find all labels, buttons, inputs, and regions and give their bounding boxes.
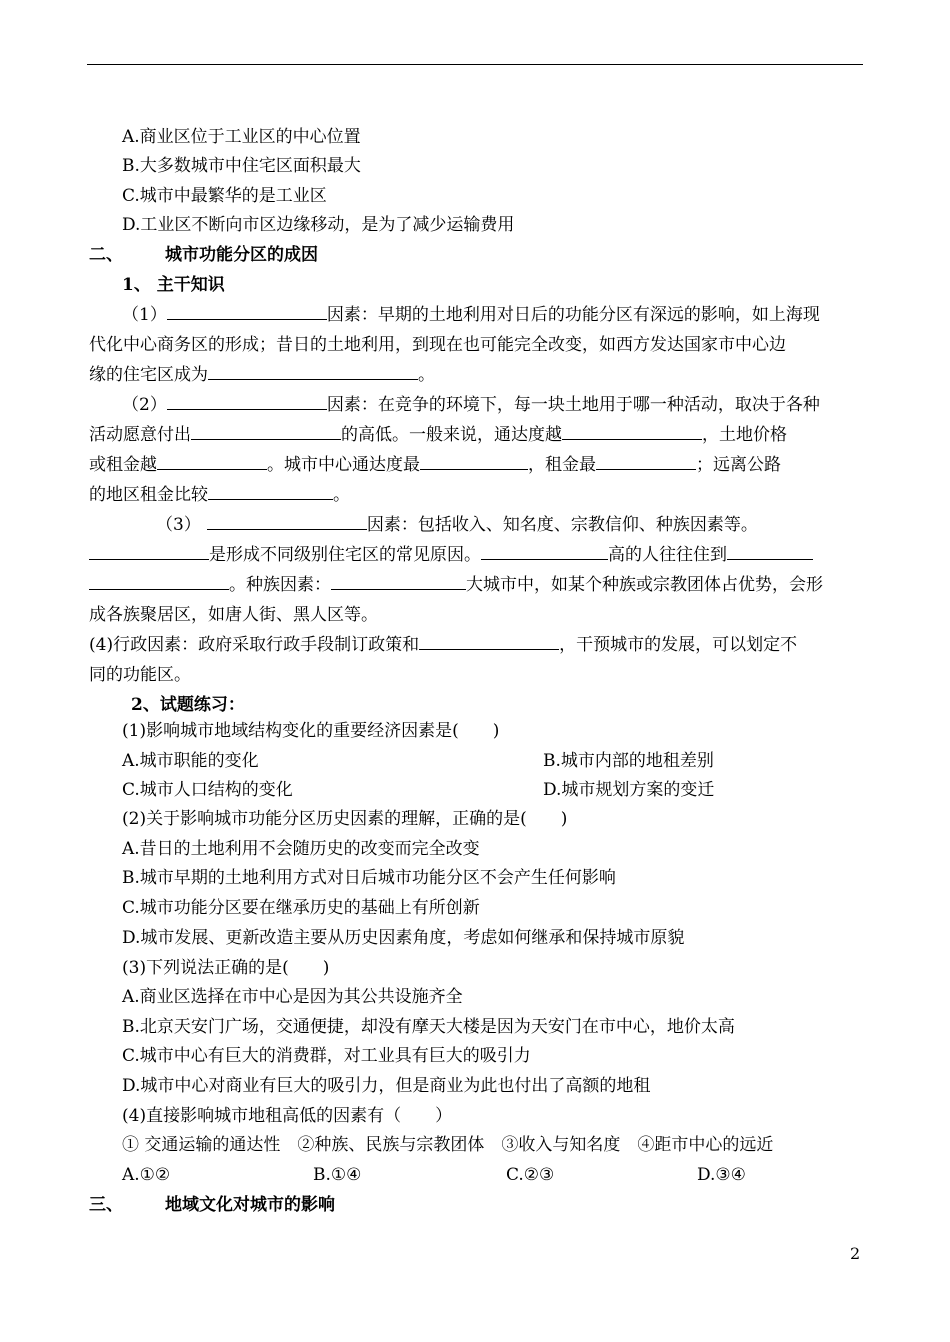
option-d: D.城市发展、更新改造主要从历史因素角度，考虑如何继承和保持城市原貌	[122, 928, 685, 948]
paragraph-line: 是形成不同级别住宅区的常见原因。 高的人往往住到	[89, 544, 813, 566]
question-stem: (1)影响城市地域结构变化的重要经济因素是( )	[122, 721, 500, 741]
fill-blank	[596, 454, 696, 470]
option-b: B.北京天安门广场，交通便捷，却没有摩天大楼是因为天安门在市中心，地价太高	[122, 1017, 735, 1037]
fill-blank	[420, 454, 528, 470]
option-b: B.城市早期的土地利用方式对日后城市功能分区不会产生任何影响	[122, 868, 616, 888]
paragraph-line: 成各族聚居区，如唐人街、黑人区等。	[89, 605, 378, 625]
subsection-title: 2、试题练习：	[131, 695, 245, 715]
fill-blank	[207, 514, 367, 530]
paragraph-line: （1） 因素：早期的土地利用对日后的功能分区有深远的影响，如上海现	[122, 305, 820, 325]
section-title: 地域文化对城市的影响	[165, 1195, 335, 1215]
option-c: C.城市功能分区要在继承历史的基础上有所创新	[122, 898, 480, 918]
option-b: B.大多数城市中住宅区面积最大	[122, 156, 361, 176]
question-items: ① 交通运输的通达性 ②种族、民族与宗教团体 ③收入与知名度 ④距市中心的远近	[122, 1135, 774, 1155]
fill-blank	[331, 574, 466, 590]
option-d: D.工业区不断向市区边缘移动，是为了减少运输费用	[122, 215, 515, 235]
option-b: B.①④	[313, 1165, 362, 1185]
paragraph-line: 的地区租金比较 。	[89, 485, 350, 505]
paragraph-line: 活动愿意付出 的高低。一般来说，通达度越 ，土地价格	[89, 425, 787, 445]
fill-blank	[208, 484, 333, 500]
fill-blank	[208, 364, 418, 380]
section-title: 城市功能分区的成因	[165, 245, 318, 265]
paragraph-line: 代化中心商务区的形成；昔日的土地利用，到现在也可能完全改变，如西方发达国家市中心边	[89, 335, 786, 355]
option-d: D.③④	[697, 1165, 746, 1185]
fill-blank	[481, 544, 608, 560]
paragraph-line: 缘的住宅区成为 。	[89, 365, 435, 385]
paragraph-line: 或租金越 。城市中心通达度最 ，租金最 ；远离公路	[89, 455, 781, 475]
subsection-title: 1、 主干知识	[122, 275, 225, 295]
fill-blank	[167, 304, 327, 320]
option-c: C.②③	[506, 1165, 555, 1185]
header-rule	[87, 64, 863, 65]
option-a: A.商业区位于工业区的中心位置	[122, 127, 361, 147]
option-a: A.城市职能的变化	[122, 751, 259, 771]
fill-blank	[191, 424, 341, 440]
question-stem: (3)下列说法正确的是( )	[122, 958, 330, 978]
fill-blank	[157, 454, 267, 470]
section-number: 二、	[89, 245, 123, 265]
fill-blank	[89, 574, 229, 590]
paragraph-line: (4)行政因素：政府采取行政手段制订政策和 ，干预城市的发展，可以划定不	[89, 635, 798, 655]
fill-blank	[727, 544, 813, 560]
option-d: D.城市中心对商业有巨大的吸引力，但是商业为此也付出了高额的地租	[122, 1076, 651, 1096]
paragraph-line: （2） 因素：在竞争的环境下，每一块土地用于哪一种活动，取决于各种	[122, 395, 820, 415]
option-c: C.城市人口结构的变化	[122, 780, 293, 800]
option-c: C.城市中最繁华的是工业区	[122, 186, 327, 206]
paragraph-line: 。种族因素： 大城市中，如某个种族或宗教团体占优势，会形	[89, 574, 823, 596]
option-b: B.城市内部的地租差别	[543, 751, 714, 771]
option-a: A.昔日的土地利用不会随历史的改变而完全改变	[122, 839, 480, 859]
fill-blank	[89, 544, 209, 560]
option-c: C.城市中心有巨大的消费群，对工业具有巨大的吸引力	[122, 1046, 531, 1066]
page-number: 2	[850, 1244, 861, 1263]
fill-blank	[167, 394, 327, 410]
option-a: A.商业区选择在市中心是因为其公共设施齐全	[122, 987, 463, 1007]
question-stem: (4)直接影响城市地租高低的因素有（ ）	[122, 1106, 453, 1126]
option-d: D.城市规划方案的变迁	[543, 780, 715, 800]
paragraph-line: 同的功能区。	[89, 665, 191, 685]
option-a: A.①②	[122, 1165, 171, 1185]
paragraph-line: （3） 因素：包括收入、知名度、宗教信仰、种族因素等。	[156, 515, 758, 535]
fill-blank	[562, 424, 702, 440]
fill-blank	[419, 634, 559, 650]
section-number: 三、	[89, 1195, 123, 1215]
question-stem: (2)关于影响城市功能分区历史因素的理解，正确的是( )	[122, 809, 568, 829]
